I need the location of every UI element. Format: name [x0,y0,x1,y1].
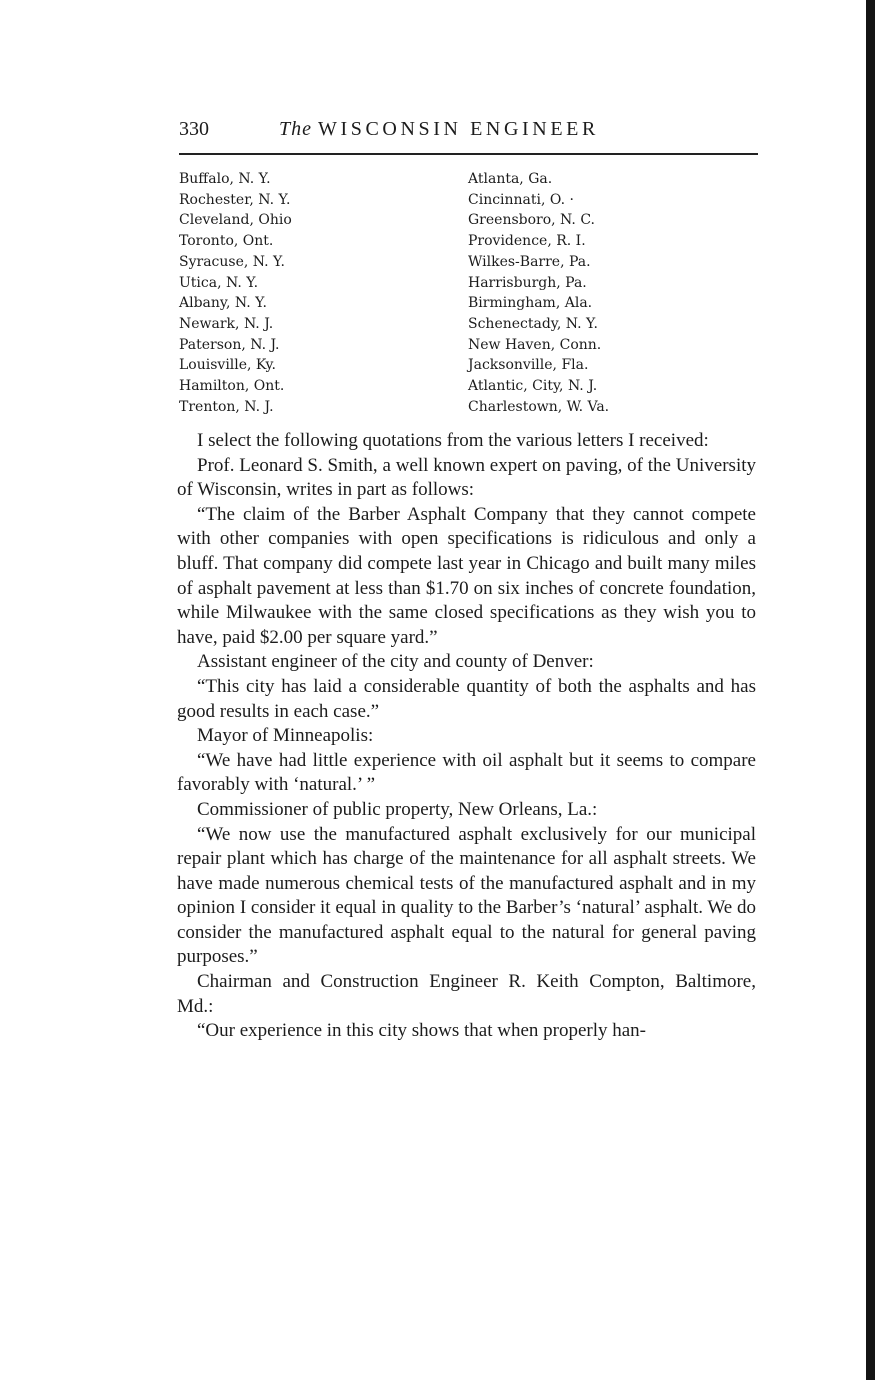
quotation-paragraph: “We have had little experience with oil asphalt but it seems to compare favorably with ‘natural.’ ” [177,749,756,796]
city-list-left-column [179,169,292,417]
paragraph: Commissioner of public property, New Orleans, La.: [197,798,598,820]
city-item: Greensboro, N. C. [468,212,595,229]
city-item: Rochester, N. Y. [179,191,291,208]
city-item: New Haven, Conn. [468,336,602,353]
city-item: Birmingham, Ala. [468,295,593,312]
city-item: Providence, R. I. [468,233,586,250]
city-item: Atlanta, Ga. [468,171,553,187]
city-item: Toronto, Ont. [179,233,274,250]
city-item: Buffalo, N. Y. [179,171,271,187]
city-item: Wilkes-Barre, Pa. [468,253,591,270]
page-edge-scan-border [866,0,875,1380]
city-item: Cincinnati, O. · [468,191,574,208]
city-item: Louisville, Ky. [179,357,276,374]
page-number: 330 [179,118,209,140]
journal-title [279,118,599,141]
paragraph: Chairman and Construction Engineer R. Keith Compton, Baltimore, Md.: [177,971,756,1017]
city-item: Trenton, N. J. [179,398,274,415]
city-item: Utica, N. Y. [179,274,259,291]
city-item: Syracuse, N. Y. [179,253,285,270]
city-item: Jacksonville, Fla. [468,357,589,374]
city-item: Cleveland, Ohio [179,212,292,229]
quotation-paragraph: “Our experience in this city shows that when properly han- [197,1020,647,1042]
city-item: Charlestown, W. Va. [468,398,610,415]
city-item: Newark, N. J. [179,315,274,332]
paragraph: Prof. Leonard S. Smith, a well known expert on paving, of the University of Wisconsin, writes in part as follows: [177,454,756,501]
quotation-paragraph: “The claim of the Barber Asphalt Company that they cannot compete with other companies with open specifications is ridiculous and only a bluff. That company did compete last year in Chicago and built many miles of asphalt pavement at less than $1.70 on six inches of concrete foundation, while Milwaukee with the same closed specifications as they wish you to have, paid $2.00 per square yard.” [177,503,756,648]
city-item: Atlantic, City, N. J. [468,378,598,395]
header-rule [179,153,758,155]
quotation-paragraph: “We now use the manufactured asphalt exclusively for our municipal repair plant which has charge of the maintenance for all asphalt streets. We have made numerous chemical tests of the manufactured asphalt and in my opinion I consider it equal in quality to the Barber’s ‘natural’ asphalt. We do consider the manufactured asphalt equal to the natural for general paving purposes.” [177,823,756,968]
article-body [177,429,756,1044]
page-header [179,118,758,148]
paragraph: Mayor of Minneapolis: [197,725,374,747]
quotation-paragraph: “This city has laid a considerable quantity of both the asphalts and has good results in each case.” [177,675,756,722]
journal-title-name: WISCONSIN ENGINEER [318,118,599,140]
city-list-right-column [468,169,609,417]
city-item: Hamilton, Ont. [179,378,285,395]
city-item: Schenectady, N. Y. [468,315,598,332]
paragraph: I select the following quotations from the various letters I received: [197,430,709,451]
paragraph: Assistant engineer of the city and county of Denver: [197,651,594,673]
city-item: Harrisburgh, Pa. [468,274,587,291]
journal-title-article: The [279,118,312,140]
city-item: Paterson, N. J. [179,336,280,353]
city-item: Albany, N. Y. [179,295,268,312]
